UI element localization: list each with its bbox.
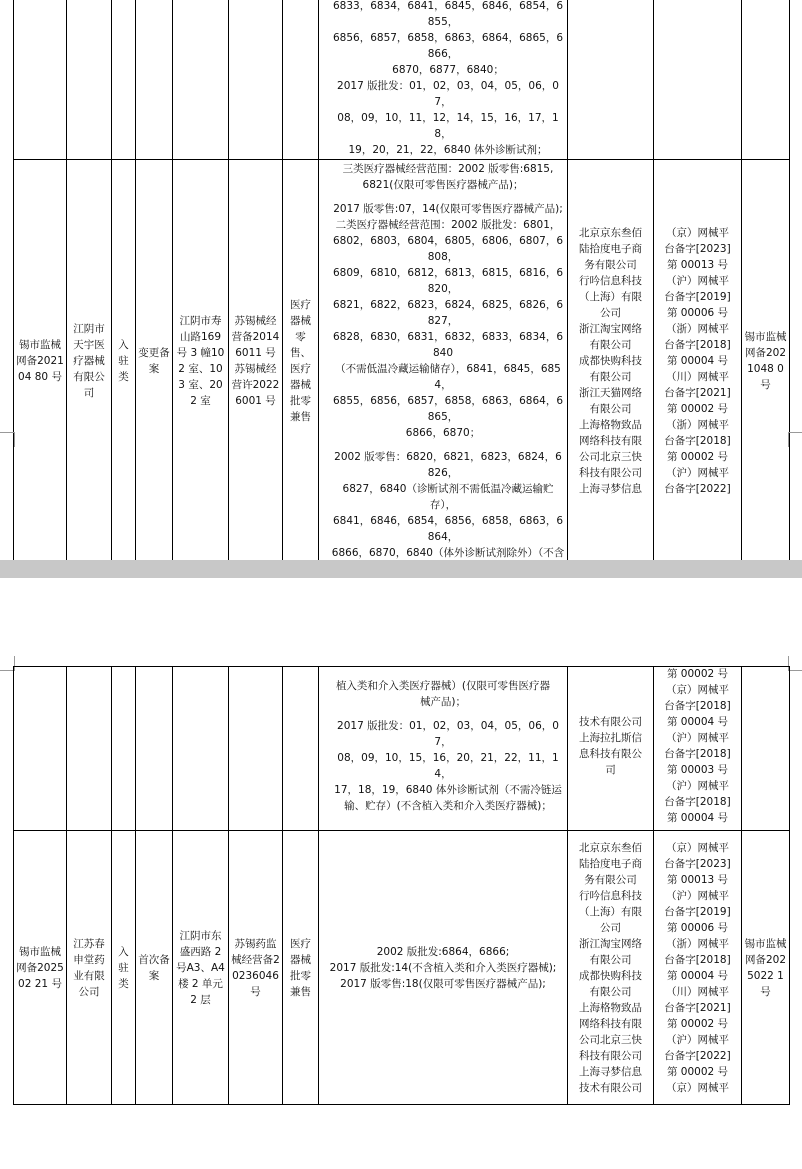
platform-record-numbers: （京）网械平 台备字[2023] 第 00013 号 （沪）网械平 台备字[2019] 第 00006 号 （浙）网械平 台备字[2018] 第 00004 号 （川）网械平 台备字[2021] 第 00002 号 （浙）网械平 台备字[2018] 第 00002 号 （沪）网械平 台备字[2022] (654, 160, 742, 561)
category: 入驻类 (112, 831, 136, 1105)
table-row (14, 0, 790, 160)
acceptance-number: 锡市监械网备202104 80 号 (14, 160, 67, 561)
license-number: 苏锡药监械经营备20236046 号 (229, 831, 283, 1105)
document-page-bottom (0, 578, 802, 1169)
business-scope-cell: 植入类和介入类医疗器械）(仅限可零售医疗器 械产品)； 2017 版批发：01，02，03，04，05，06，07， 08，09，10，15，16，20，21，22，11，14， 17，18，19，6840 体外诊断试剂（不需冷链运 输、贮存）(不含植入类和介入类医疗器械)； (319, 667, 568, 831)
table-row (14, 831, 790, 1105)
business-type: 医疗器械零售、医疗器械批零兼售 (283, 160, 319, 561)
business-scope-cell: 6833，6834，6841，6845，6846，6854，6855， 6856，6857，6858，6863，6864，6865，6866， 6870，6877，6840； 2017 版批发：01，02，03，04，05，06，07， 08，09，10，11，12，14，15，16，17，18， 19，20，21，22，6840 体外诊断试剂； (319, 0, 568, 160)
table-row (14, 160, 790, 561)
business-scope-cell: 三类医疗器械经营范围：2002 版零售:6815, 6821(仅限可零售医疗器械产品)； 2017 版零售:07，14(仅限可零售医疗器械产品); 二类医疗器械经营范围：2002 版批发：6801， 6802，6803，6804，6805，6806，6807，6808， 6809，6810，6812，6813，6815，6816，6820， 6821，6822，6823，6824，6825，6826，6827， 6828，6830，6831，6832，6833，6834，6840 （不需低温冷藏运输储存），6841，6845，6854， 6855，6856，6857，6858，6863，6864，6865， 6866，6870； 2002 版零售：6820，6821，6823，6824，6826， 6827，6840（诊断试剂不需低温冷藏运输贮存）， 6841，6846，6854，6856，6858，6863，6864， 6866，6870，6840（体外诊断试剂除外）（不含 (319, 160, 568, 561)
business-address: 江阴市寿山路169 号 3 幢102 室、103 室、202 室 (173, 160, 229, 561)
business-type: 医疗器械批零兼售 (283, 831, 319, 1105)
record-number: 锡市监械网备2025022 1 号 (742, 831, 790, 1105)
platform-list: 技术有限公司 上海拉扎斯信 息科技有限公 司 (568, 667, 654, 831)
category: 入驻类 (112, 160, 136, 561)
record-type: 变更备案 (136, 160, 173, 561)
table-row (14, 667, 790, 831)
crop-mark (788, 656, 802, 671)
record-table-top (13, 0, 790, 560)
crop-mark (0, 432, 15, 447)
record-type: 首次备案 (136, 831, 173, 1105)
license-number: 苏锡械经营备20146011 号 苏锡械经营许20226001 号 (229, 160, 283, 561)
record-table-bottom (13, 666, 790, 1105)
business-scope-cell: 2002 版批发:6864，6866; 2017 版批发:14(不含植入类和介入类医疗器械); 2017 版零售:18(仅限可零售医疗器械产品); (319, 831, 568, 1105)
company-name: 江阴市天宇医疗器械有限公司 (67, 160, 112, 561)
crop-mark (788, 432, 802, 447)
document-page-top (0, 0, 802, 560)
business-address: 江阴市东盛西路 2 号A3、A4 楼 2 单元 2 层 (173, 831, 229, 1105)
record-number: 锡市监械网备2021048 0 号 (742, 160, 790, 561)
platform-record-numbers: 第 00002 号 （京）网械平 台备字[2018] 第 00004 号 （沪）网械平 台备字[2018] 第 00003 号 （沪）网械平 台备字[2018] 第 00004 号 (654, 667, 742, 831)
platform-list: 北京京东叁佰 陆拾度电子商 务有限公司 行吟信息科技 （上海）有限 公司 浙江淘宝网络 有限公司 成都快购科技 有限公司 上海格物致品 网络科技有限 公司北京三快 科技有限公司 上海寻梦信息 技术有限公司 (568, 831, 654, 1105)
acceptance-number: 锡市监械网备202502 21 号 (14, 831, 67, 1105)
platform-record-numbers: （京）网械平 台备字[2023] 第 00013 号 （沪）网械平 台备字[2019] 第 00006 号 （浙）网械平 台备字[2018] 第 00004 号 （川）网械平 台备字[2021] 第 00002 号 （沪）网械平 台备字[2022] 第 00002 号 （京）网械平 (654, 831, 742, 1105)
page-separator (0, 560, 802, 578)
platform-list: 北京京东叁佰 陆拾度电子商 务有限公司 行吟信息科技 （上海）有限 公司 浙江淘宝网络 有限公司 成都快购科技 有限公司 浙江天猫网络 有限公司 上海格物致品 网络科技有限 公司北京三快 科技有限公司 上海寻梦信息 (568, 160, 654, 561)
company-name: 江苏春申堂药业有限公司 (67, 831, 112, 1105)
